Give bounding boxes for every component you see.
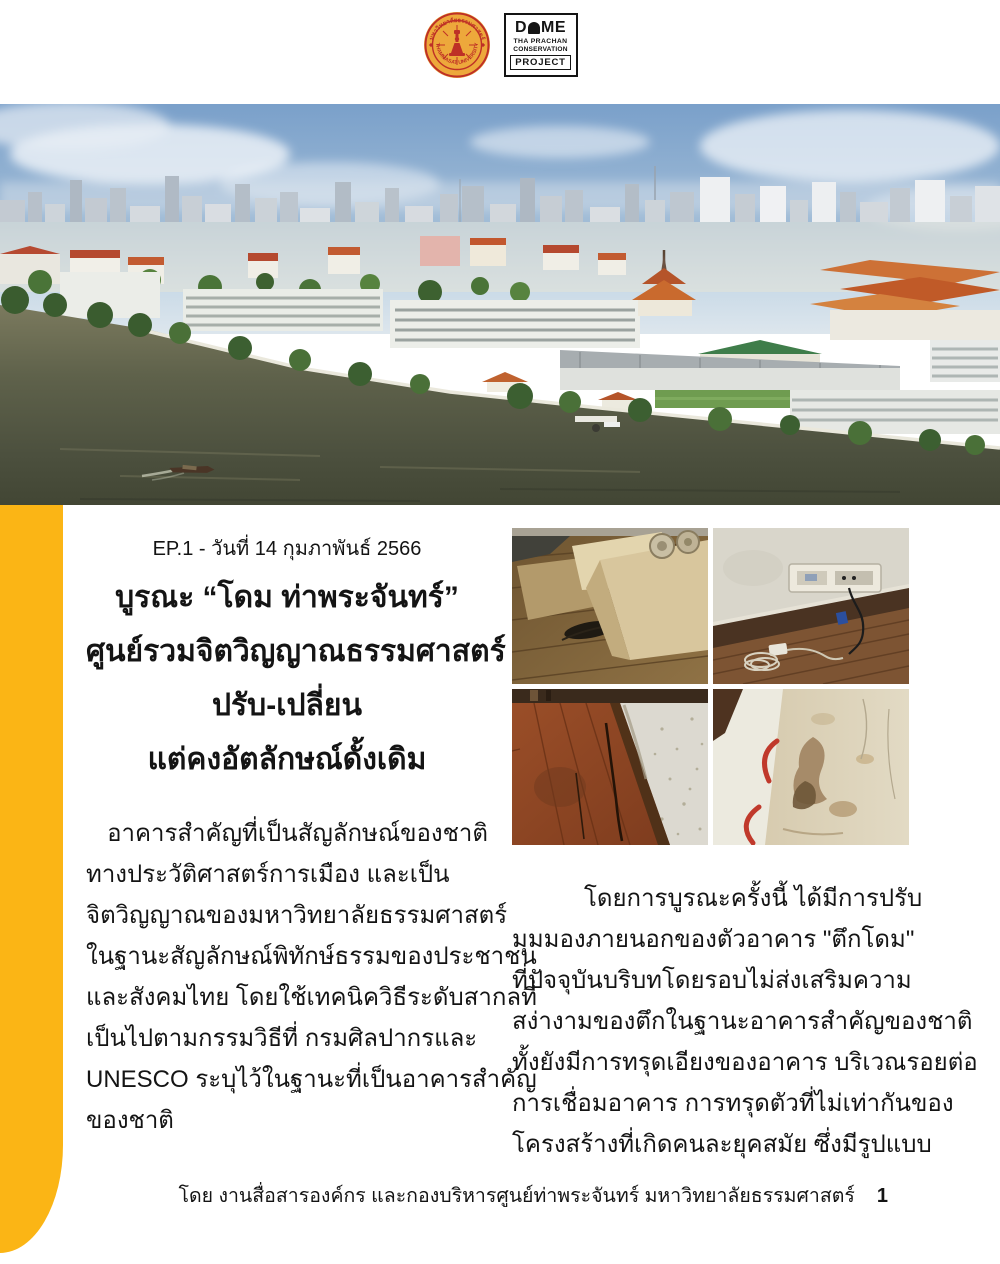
dome-logo-tha-prachan: THA PRACHAN [513,38,568,45]
text-line: มุมมองภายนอกของตัวอาคาร "ตึกโดม" [512,926,915,953]
header-logos [0,9,1000,81]
credit-line: โดย งานสื่อสารองค์กร และกองบริหารศูนย์ท่าพระจันทร์ มหาวิทยาลัยธรรมศาสตร์ [178,1185,855,1207]
text-line: ที่ปัจจุบันบริบทโดยรอบไม่ส่งเสริมความ [512,967,912,994]
damage-photo-plaster-wall [713,689,909,845]
page-number: 1 [876,1185,888,1207]
body-paragraph-left [86,813,537,1141]
episode-date: EP.1 - วันที่ 14 กุมภาพันธ์ 2566 [152,538,422,560]
text-line: การเชื่อมอาคาร การทรุดตัวที่ไม่เท่ากันของ [512,1090,954,1117]
dome-logo-title [515,20,566,36]
text-line: สง่างามของตึกในฐานะอาคารสำคัญของชาติ [512,1008,973,1035]
dome-project-logo [504,13,578,77]
dome-title-d: D [514,19,528,36]
text-line: ในฐานะสัญลักษณ์พิทักษ์ธรรมของประชาชน [86,943,537,970]
text-line: ทางประวัติศาสตร์การเมือง และเป็น [86,861,450,888]
damage-photo-wall-outlet [713,528,909,684]
text-line: จิตวิญญาณของมหาวิทยาลัยธรรมศาสตร์ [86,902,508,929]
damage-photo-box-on-floor [512,528,708,684]
damage-photo-grid [512,528,909,845]
headline [86,571,506,787]
dome-logo-project: PROJECT [510,55,570,70]
text-line: โดยการบูรณะครั้งนี้ ได้มีการปรับ [584,885,923,912]
text-line: โครงสร้างที่เกิดคนละยุคสมัย ซึ่งมีรูปแบบ [512,1131,932,1158]
right-column [512,528,978,1165]
dome-logo-conservation: CONSERVATION [513,46,568,53]
hero-aerial-photo [0,104,1000,505]
headline-line-1: บูรณะ “โดม ท่าพระจันทร์” [115,581,459,614]
text-line: ทั้งยังมีการทรุดเอียงของอาคาร บริเวณรอยต่อ [512,1049,978,1076]
headline-line-2: ศูนย์รวมจิตวิญญาณธรรมศาสตร์ [86,635,506,668]
page-footer [0,1180,888,1211]
text-line: ของชาติ [86,1107,174,1134]
seal-thai-text: มหาวิทยาลัยธรรมศาสตร์ [428,17,485,42]
damage-photo-cracked-floor [512,689,708,845]
text-line: และสังคมไทย โดยใช้เทคนิควิธีระดับสากลที่ [86,984,537,1011]
dome-title-me: ME [541,19,567,36]
body-paragraph-right [512,878,978,1165]
headline-line-4: แต่คงอัตลักษณ์ดั้งเดิม [147,743,427,776]
seal-english-text: THAMMASAT UNIVERSITY [433,42,480,67]
thammasat-university-seal-icon [423,11,491,79]
text-line: เป็นไปตามกรรมวิธีที่ กรมศิลปากรและ [86,1025,478,1052]
yellow-accent-bar [0,505,63,1253]
text-line: อาคารสำคัญที่เป็นสัญลักษณ์ของชาติ [107,820,488,847]
dome-icon [528,22,540,34]
left-column [86,536,537,1141]
text-line: UNESCO ระบุไว้ในฐานะที่เป็นอาคารสำคัญ [86,1066,537,1093]
headline-line-3: ปรับ-เปลี่ยน [212,689,362,722]
